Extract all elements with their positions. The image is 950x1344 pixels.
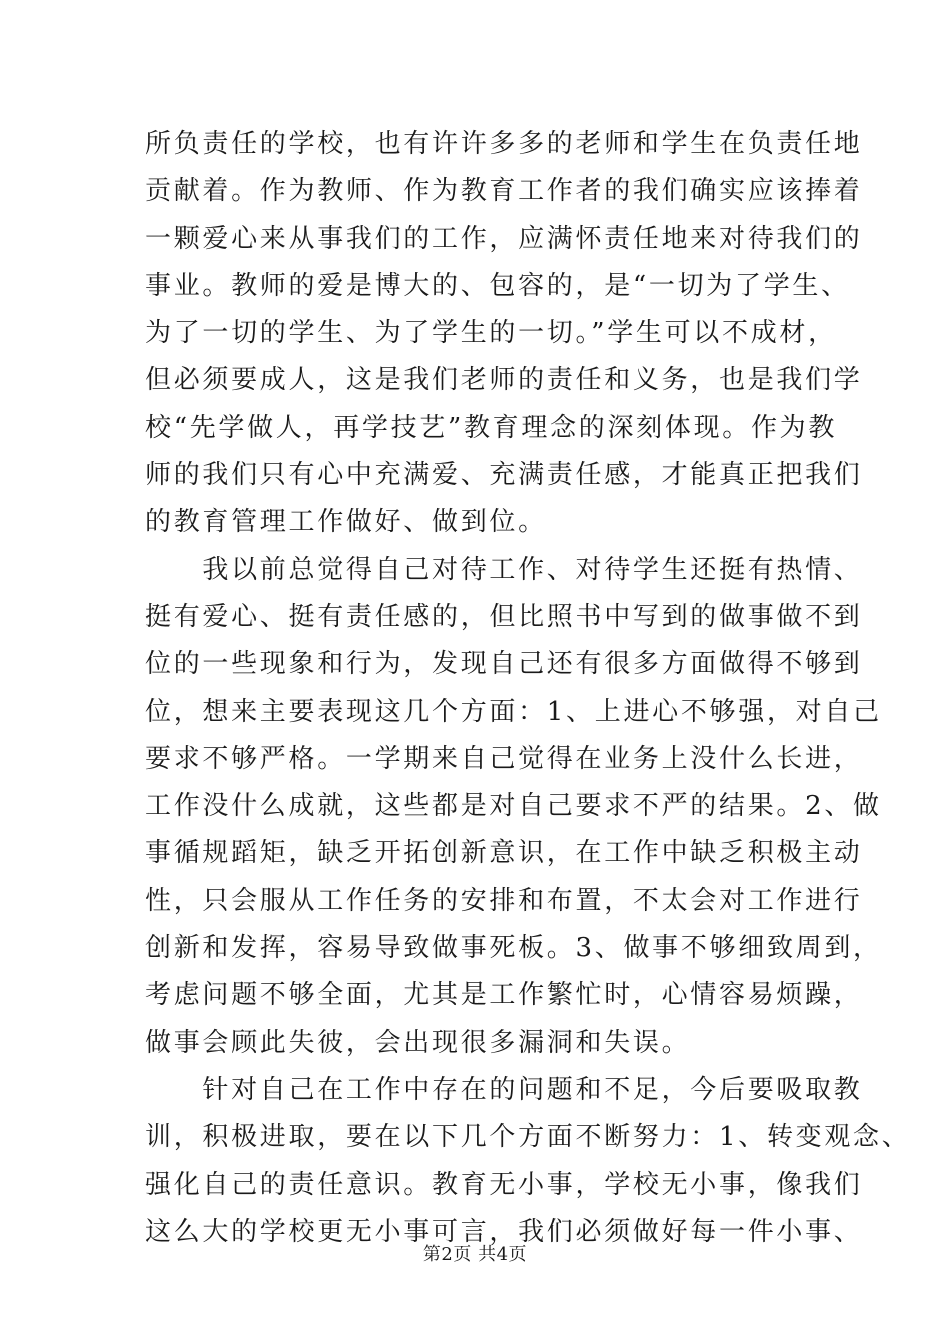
text-line: 我以前总觉得自己对待工作、对待学生还挺有热情、: [145, 554, 863, 585]
text-line: 但必须要成人，这是我们老师的责任和义务，也是我们学: [145, 365, 863, 396]
body-text: [145, 121, 911, 1256]
text-line: 针对自己在工作中存在的问题和不足，今后要吸取教: [145, 1074, 863, 1105]
text-line: 要求不够严格。一学期来自己觉得在业务上没什么长进，: [145, 743, 863, 774]
page-number-label: 第2页 共4页: [422, 1244, 528, 1265]
text-line: 创新和发挥，容易导致做事死板。3、做事不够细致周到，: [145, 933, 882, 964]
text-line: 位的一些现象和行为，发现自己还有很多方面做得不够到: [145, 649, 863, 680]
text-line: 为了一切的学生、为了学生的一切。”学生可以不成材，: [145, 318, 837, 349]
text-line: 做事会顾此失彼，会出现很多漏洞和失误。: [145, 1027, 691, 1058]
text-line: 一颗爱心来从事我们的工作，应满怀责任地来对待我们的: [145, 223, 863, 254]
text-line: 贡献着。作为教师、作为教育工作者的我们确实应该捧着: [145, 176, 863, 207]
text-line: 挺有爱心、挺有责任感的，但比照书中写到的做事做不到: [145, 601, 863, 632]
text-line: 工作没什么成就，这些都是对自己要求不严的结果。2、做: [145, 791, 882, 822]
text-line: 位，想来主要表现这几个方面：1、上进心不够强，对自己: [145, 696, 882, 727]
text-line: 性，只会服从工作任务的安排和布置，不太会对工作进行: [145, 885, 863, 916]
text-line: 考虑问题不够全面，尤其是工作繁忙时，心情容易烦躁，: [145, 980, 863, 1011]
text-line: 训，积极进取，要在以下几个方面不断努力：1、转变观念、: [145, 1122, 911, 1153]
text-line: 的教育管理工作做好、做到位。: [145, 507, 547, 538]
text-line: 所负责任的学校，也有许许多多的老师和学生在负责任地: [145, 129, 863, 159]
text-line: 事业。教师的爱是博大的、包容的，是“一切为了学生、: [145, 270, 850, 301]
text-line: 强化自己的责任意识。教育无小事，学校无小事，像我们: [145, 1169, 863, 1200]
text-line: 师的我们只有心中充满爱、充满责任感，才能真正把我们: [145, 460, 863, 491]
text-line: 这么大的学校更无小事可言，我们必须做好每一件小事、: [145, 1216, 863, 1247]
page-footer: [0, 1240, 950, 1266]
text-line: 事循规蹈矩，缺乏开拓创新意识，在工作中缺乏积极主动: [145, 838, 863, 869]
text-line: 校“先学做人，再学技艺”教育理念的深刻体现。作为教: [145, 412, 838, 443]
